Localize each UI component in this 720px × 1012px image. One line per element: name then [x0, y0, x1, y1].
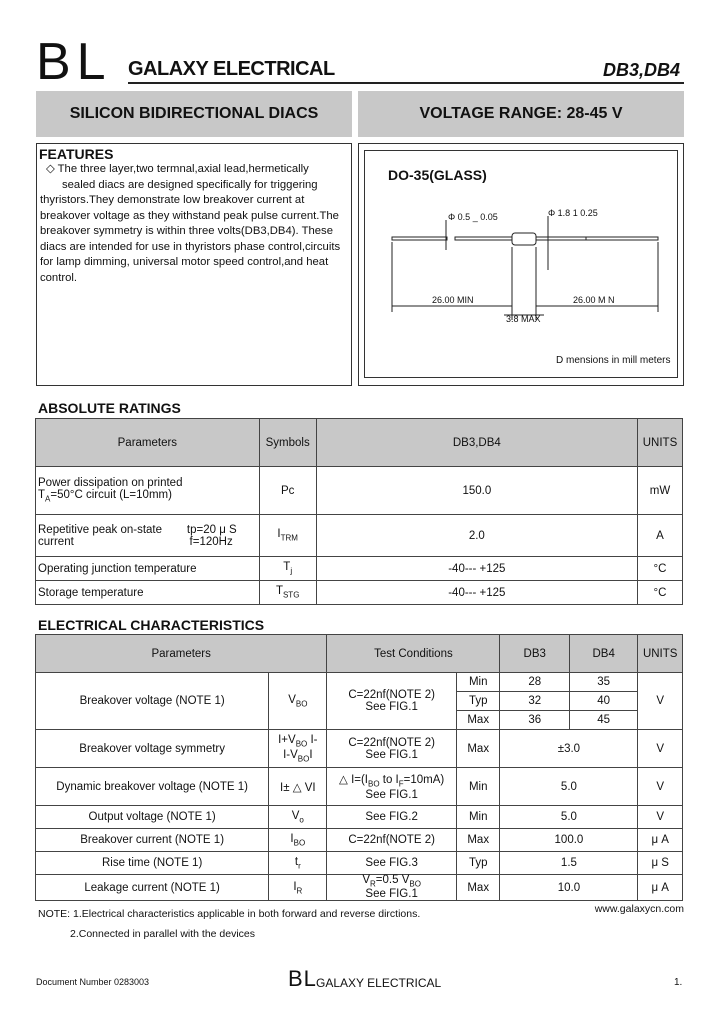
value-cell: 100.0	[500, 829, 638, 852]
table-row	[36, 806, 683, 829]
param-text: Power dissipation on printed	[38, 477, 183, 490]
condition-cell: See FIG.3	[327, 852, 457, 875]
header-cell: DB3	[500, 635, 569, 673]
param-cell: Dynamic breakover voltage (NOTE 1)	[36, 768, 269, 806]
param-cell: Storage temperature	[36, 581, 260, 605]
table-header-row	[36, 635, 683, 673]
header-cell: UNITS	[637, 419, 682, 467]
lead-diameter-label: Φ 0.5 _ 0.05	[448, 212, 498, 222]
db3-cell: 28	[500, 673, 569, 692]
db4-cell: 40	[569, 692, 637, 711]
limit-cell: Min	[456, 768, 500, 806]
header-cell: UNITS	[638, 635, 683, 673]
db3-cell: 36	[500, 711, 569, 730]
param-cell: Breakover voltage (NOTE 1)	[36, 673, 269, 730]
symbol-cell: $V_o$	[269, 806, 327, 829]
symbol-cell: $I+V_{BO}$ I- $I-V_{BO}I$	[269, 730, 327, 768]
unit-cell: A	[637, 515, 682, 557]
lead-length-right-label: 26.00 M N	[573, 295, 615, 305]
features-text	[40, 162, 346, 286]
table-row	[36, 557, 683, 581]
features-text-rest: sealed diacs are designed specifically for triggering thyristors.They demonstrate low breakover current at breakover voltage as they withstand peak pulse current.The breakover symmetry is within three volts(DB3,DB4). These diacs are intended for use in thyristors phase control,circuits for lamp dimming, universal motor speed control,and heat control.	[40, 178, 341, 284]
unit-cell: mW	[637, 467, 682, 515]
limit-cell: Typ	[456, 852, 500, 875]
note-2: 2.Connected in parallel with the devices	[70, 928, 256, 940]
electrical-title: ELECTRICAL CHARACTERISTICS	[38, 617, 265, 633]
limit-cell: Min	[456, 806, 500, 829]
footer-logo: BL	[288, 966, 317, 991]
symbol-cell: I± △ VI	[269, 768, 327, 806]
symbol-cell: $t_r$	[269, 852, 327, 875]
param-cell: Output voltage (NOTE 1)	[36, 806, 269, 829]
table-row	[36, 467, 683, 515]
db4-cell: 45	[569, 711, 637, 730]
limit-cell: Max	[456, 711, 500, 730]
unit-cell: °C	[637, 557, 682, 581]
param-cell: Leakage current (NOTE 1)	[36, 875, 269, 901]
body-length-label: 3.8 MAX	[506, 314, 541, 324]
header-cell: Symbols	[259, 419, 316, 467]
unit-cell: μ A	[638, 875, 683, 901]
unit-cell: °C	[637, 581, 682, 605]
condition-cell: $V_R=0.5$ $V_{BO}$ See FIG.1	[327, 875, 457, 901]
limit-cell: Max	[456, 829, 500, 852]
table-row	[36, 768, 683, 806]
electrical-table	[35, 634, 683, 901]
table-row	[36, 673, 683, 692]
condition-cell: C=22nf(NOTE 2) See FIG.1	[327, 730, 457, 768]
symbol-cell: Pc	[259, 467, 316, 515]
limit-cell: Min	[456, 673, 500, 692]
model-number: DB3,DB4	[602, 60, 680, 80]
features-title: FEATURES	[39, 146, 114, 162]
unit-cell: μ A	[638, 829, 683, 852]
unit-cell: V	[638, 768, 683, 806]
company-name: GALAXY ELECTRICAL	[128, 58, 335, 80]
symbol-cell: $I_R$	[269, 875, 327, 901]
page-number: 1.	[674, 977, 683, 988]
param-cell: Operating junction temperature	[36, 557, 260, 581]
document-number: Document Number 0283003	[36, 977, 150, 987]
header-cell: Parameters	[36, 635, 327, 673]
table-row	[36, 515, 683, 557]
db3-cell: 32	[500, 692, 569, 711]
param-cell: Rise time (NOTE 1)	[36, 852, 269, 875]
voltage-range: VOLTAGE RANGE: 28-45 V	[358, 91, 684, 137]
param-cell	[36, 467, 260, 515]
symbol-cell: $I_{TRM}$	[259, 515, 316, 557]
limit-cell: Max	[456, 875, 500, 901]
package-title: DO-35(GLASS)	[388, 167, 487, 183]
note-1: NOTE: 1.Electrical characteristics applicable in both forward and reverse dirctions.	[38, 908, 421, 920]
param-cell: Breakover current (NOTE 1)	[36, 829, 269, 852]
value-cell: 2.0	[316, 515, 637, 557]
param-text: $T_A=50^\circ C$ circuit (L=10mm)	[38, 489, 172, 504]
unit-cell: μ S	[638, 852, 683, 875]
lead-length-left-label: 26.00 MIN	[432, 295, 474, 305]
value-cell: 5.0	[500, 768, 638, 806]
param-cell: Repetitive peak on-state tp=20 μ S current f=120Hz	[36, 515, 260, 557]
table-row	[36, 875, 683, 901]
absolute-ratings-title: ABSOLUTE RATINGS	[38, 400, 181, 416]
symbol-cell: $V_{BO}$	[269, 673, 327, 730]
symbol-cell: $I_{BO}$	[269, 829, 327, 852]
header-cell: Test Conditions	[327, 635, 500, 673]
symbol-cell: $T_{STG}$	[259, 581, 316, 605]
value-cell: -40--- +125	[316, 557, 637, 581]
limit-cell: Max	[456, 730, 500, 768]
header-cell: DB4	[569, 635, 637, 673]
table-row	[36, 581, 683, 605]
diamond-bullet-icon: ◇	[46, 163, 55, 175]
website: www.galaxycn.com	[594, 903, 684, 915]
table-row	[36, 829, 683, 852]
param-cell: Breakover voltage symmetry	[36, 730, 269, 768]
body-diameter-label: Φ 1.8 1 0.25	[548, 208, 598, 218]
dimensions-note: D mensions in mill meters	[556, 355, 671, 366]
value-cell: 150.0	[316, 467, 637, 515]
value-cell: -40--- +125	[316, 581, 637, 605]
unit-cell: V	[638, 730, 683, 768]
unit-cell: V	[638, 673, 683, 730]
condition-cell: C=22nf(NOTE 2)	[327, 829, 457, 852]
brand-logo: BL	[36, 33, 112, 91]
product-title: SILICON BIDIRECTIONAL DIACS	[36, 91, 352, 137]
header-cell: Parameters	[36, 419, 260, 467]
footer-company: GALAXY ELECTRICAL	[316, 976, 442, 990]
table-row	[36, 730, 683, 768]
header-cell: DB3,DB4	[316, 419, 637, 467]
limit-cell: Typ	[456, 692, 500, 711]
value-cell: 5.0	[500, 806, 638, 829]
absolute-ratings-table	[35, 418, 683, 605]
value-cell: ±3.0	[500, 730, 638, 768]
value-cell: 1.5	[500, 852, 638, 875]
table-row	[36, 852, 683, 875]
condition-cell: △ $I=(I_{BO}$ to $I_F=10mA$) See FIG.1	[327, 768, 457, 806]
value-cell: 10.0	[500, 875, 638, 901]
table-header-row	[36, 419, 683, 467]
condition-cell: See FIG.2	[327, 806, 457, 829]
header-rule	[128, 82, 684, 84]
symbol-cell: $T_j$	[259, 557, 316, 581]
condition-cell: C=22nf(NOTE 2) See FIG.1	[327, 673, 457, 730]
unit-cell: V	[638, 806, 683, 829]
features-text-first: The three layer,two termnal,axial lead,hermetically	[57, 163, 309, 175]
db4-cell: 35	[569, 673, 637, 692]
